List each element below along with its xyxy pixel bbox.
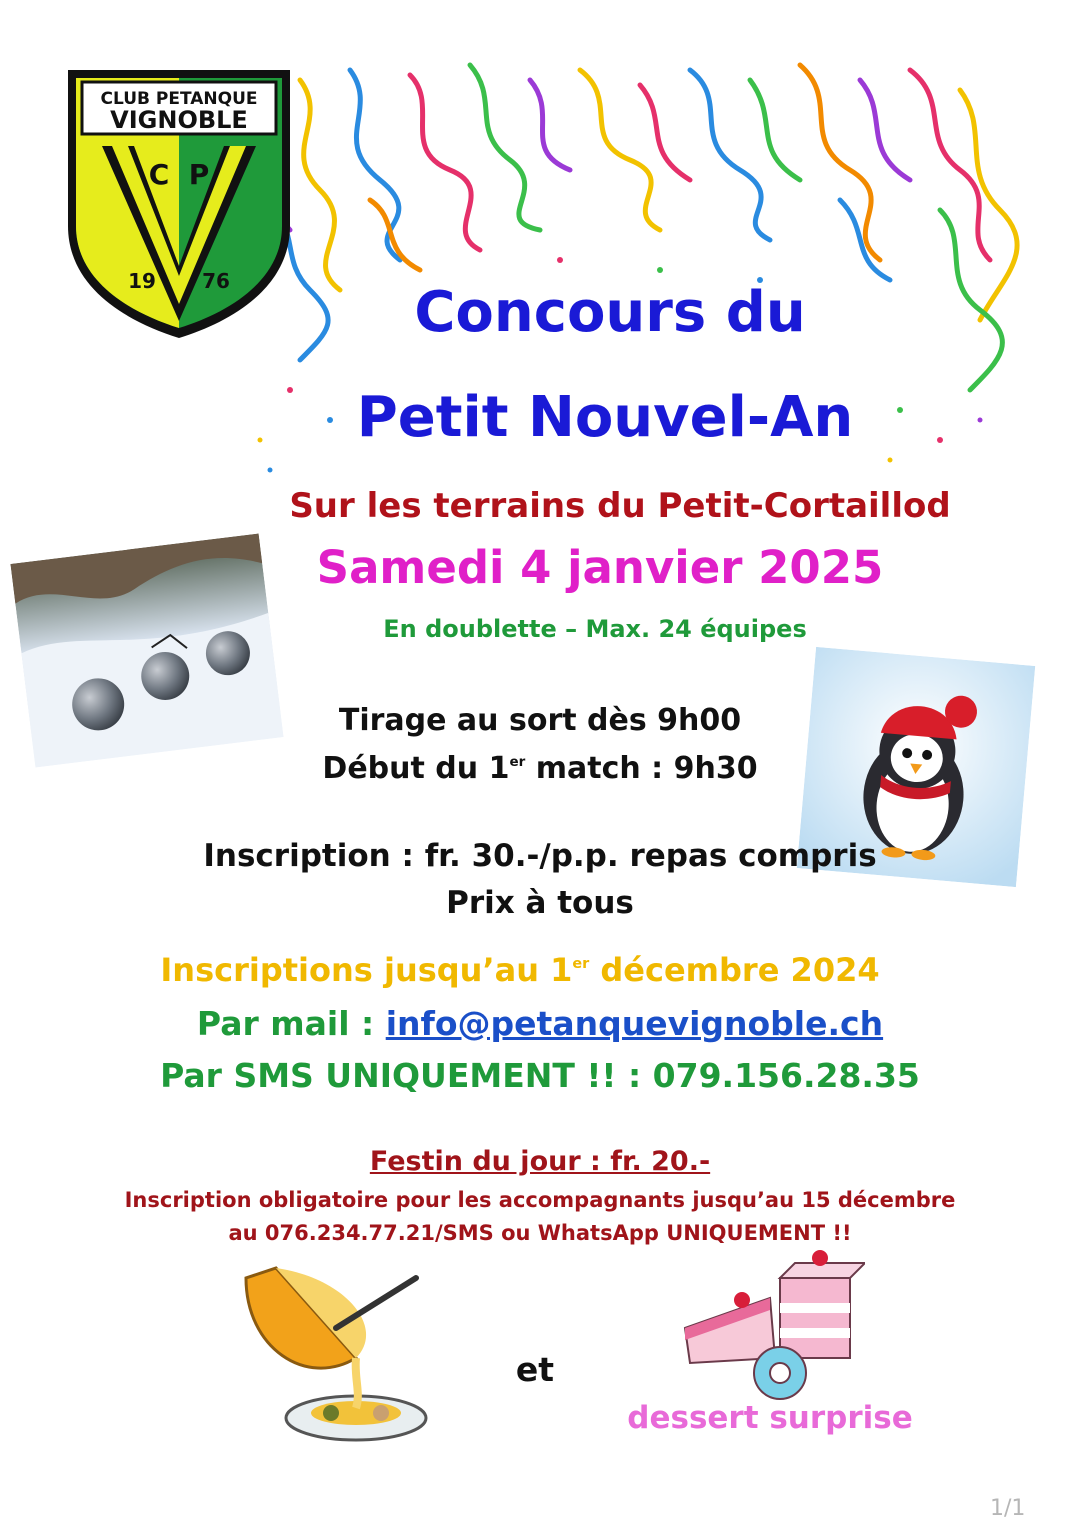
festin-line1: Inscription obligatoire pour les accompagnants jusqu’au 15 décembre <box>124 1188 956 1212</box>
headline-line1: Concours du <box>414 280 806 345</box>
raclette-illustration <box>236 1258 436 1443</box>
event-date: Samedi 4 janvier 2025 <box>316 541 884 594</box>
logo-shield <box>64 66 294 341</box>
location-text: Sur les terrains du Petit-Cortaillod <box>289 486 951 526</box>
format-text: En doublette – Max. 24 équipes <box>383 615 807 643</box>
registration-deadline <box>100 951 940 989</box>
prizes-text: Prix à tous <box>446 885 634 921</box>
first-match-prefix: Début du 1 <box>322 751 510 786</box>
logo-initial-p: P <box>188 158 210 191</box>
first-match-time <box>230 751 850 786</box>
logo-top-text: CLUB PETANQUE <box>100 89 258 109</box>
mail-line <box>140 1004 940 1043</box>
first-match-sup: er <box>509 753 526 770</box>
sms-line: Par SMS UNIQUEMENT !! : 079.156.28.35 <box>160 1056 920 1095</box>
logo-year-right: 76 <box>202 269 230 293</box>
festin-line2: au 076.234.77.21/SMS ou WhatsApp UNIQUEMENT !! <box>228 1221 852 1245</box>
deadline-sup: er <box>572 956 590 973</box>
headline-line2: Petit Nouvel-An <box>356 385 854 450</box>
deadline-suffix: décembre 2024 <box>589 951 880 989</box>
fee-text: Inscription : fr. 30.-/p.p. repas compris <box>203 838 877 874</box>
first-match-suffix: match : 9h30 <box>525 751 758 786</box>
logo-initial-c: C <box>148 158 170 191</box>
logo-year-left: 19 <box>128 269 156 293</box>
cake-illustration <box>680 1248 865 1403</box>
logo-name: VIGNOBLE <box>110 106 248 134</box>
page-indicator: 1/1 <box>990 1496 1026 1521</box>
dessert-text: dessert surprise <box>627 1400 913 1436</box>
draw-time: Tirage au sort dès 9h00 <box>338 703 742 738</box>
deadline-prefix: Inscriptions jusqu’au 1 <box>160 951 573 989</box>
food-connector: et <box>515 1350 555 1389</box>
mail-link[interactable]: info@petanquevignoble.ch <box>385 1004 884 1043</box>
mail-label: Par mail : <box>196 1004 386 1043</box>
festin-title: Festin du jour : fr. 20.- <box>369 1146 711 1177</box>
